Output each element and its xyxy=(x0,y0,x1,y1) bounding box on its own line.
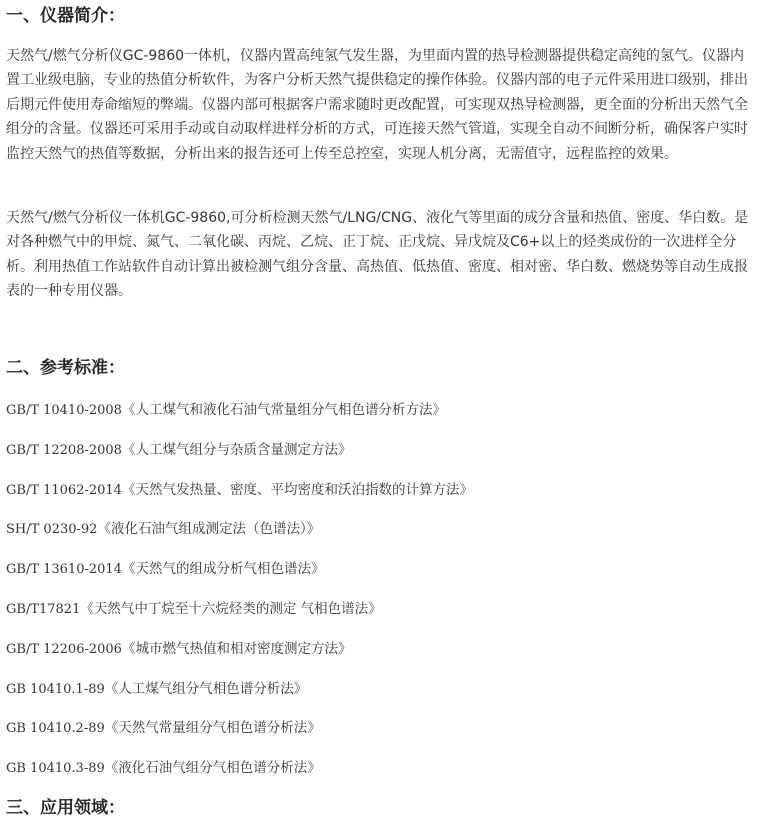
standard-title: 《人工煤气和液化石油气常量组分气相色谱分析方法》 xyxy=(121,402,446,418)
standard-item xyxy=(6,756,473,796)
standard-item xyxy=(6,716,473,756)
standard-title: 《天然气发热量、密度、平均密度和沃泊指数的计算方法》 xyxy=(121,481,473,498)
standard-title: 《人工煤气组分气相色谱分析法》 xyxy=(104,680,308,697)
standard-code: GB 10410.1-89 xyxy=(6,681,105,697)
standard-code: SH/T 0230-92 xyxy=(6,522,98,538)
standard-code: GB/T 12206-2006 xyxy=(6,641,122,657)
standard-item xyxy=(6,597,473,637)
section-heading-applications: 三、应用领域： xyxy=(6,798,125,818)
standard-item xyxy=(6,478,473,518)
standard-code: GB/T 11062-2014 xyxy=(6,482,122,498)
standard-item xyxy=(6,557,473,597)
section-heading-intro: 一、仪器简介： xyxy=(6,6,125,26)
standard-title: 《天然气的组成分析气相色谱法》 xyxy=(121,561,325,578)
standards-list xyxy=(6,398,473,796)
standard-item xyxy=(6,517,473,557)
standard-item xyxy=(6,438,473,478)
intro-paragraph-1: 天然气/燃气分析仪GC-9860一体机，仪器内置高纯氢气发生器，为里面内置的热导检测器提供稳定高纯的氢气。仪器内置工业级电脑，专业的热值分析软件，为客户分析天然气提供稳定的操作体验。仪器内部的电子元件采用进口级别，排出后期元件使用寿命缩短的弊端。仪器内部可根据客户需求随时更改配置，可实现双热导检测器，更全面的分析出天然气全组分的含量。仪器还可采用手动或自动取样进样分析的方式，可连接天然气管道，实现全自动不间断分析，确保客户实时监控天然气的热值等数据，分析出来的报告还可上传至总控室，实现人机分离，无需值守，远程监控的效果。 xyxy=(6,48,748,162)
standard-title: 《人工煤气组分与杂质含量测定方法》 xyxy=(121,441,352,458)
standard-code: GB 10410.3-89 xyxy=(6,761,105,777)
standard-code: GB/T17821 xyxy=(6,601,81,617)
section-heading-standards: 二、参考标准： xyxy=(6,358,125,378)
standard-title: 《城市燃气热值和相对密度测定方法》 xyxy=(121,640,352,657)
standard-code: GB/T 10410-2008 xyxy=(6,403,122,418)
standard-item xyxy=(6,677,473,717)
standard-code: GB/T 12208-2008 xyxy=(6,442,122,458)
standard-code: GB 10410.2-89 xyxy=(6,721,105,737)
standard-title: 《天然气常量组分气相色谱分析法》 xyxy=(104,720,321,737)
standard-code: GB/T 13610-2014 xyxy=(6,562,122,578)
standard-title: 《液化石油气组成测定法（色谱法）》 xyxy=(97,521,321,538)
intro-paragraph-2: 天然气/燃气分析仪一体机GC-9860,可分析检测天然气/LNG/CNG、液化气等里面的成分含量和热值、密度、华白数。是对各种燃气中的甲烷、氮气、二氧化碳、丙烷、乙烷、正丁烷、正戊烷、异戊烷及C6+以上的烃类成份的一次进样全分析。利用热值工作站软件自动计算出被检测气组分含量、高热值、低热值、密度、相对密、华白数、燃烧势等自动生成报表的一种专用仪器。 xyxy=(6,210,749,300)
standard-item xyxy=(6,637,473,677)
standard-title: 《液化石油气组分气相色谱分析法》 xyxy=(104,760,321,777)
standard-title: 《天然气中丁烷至十六烷烃类的测定 气相色谱法》 xyxy=(80,600,382,617)
standard-item xyxy=(6,398,473,438)
